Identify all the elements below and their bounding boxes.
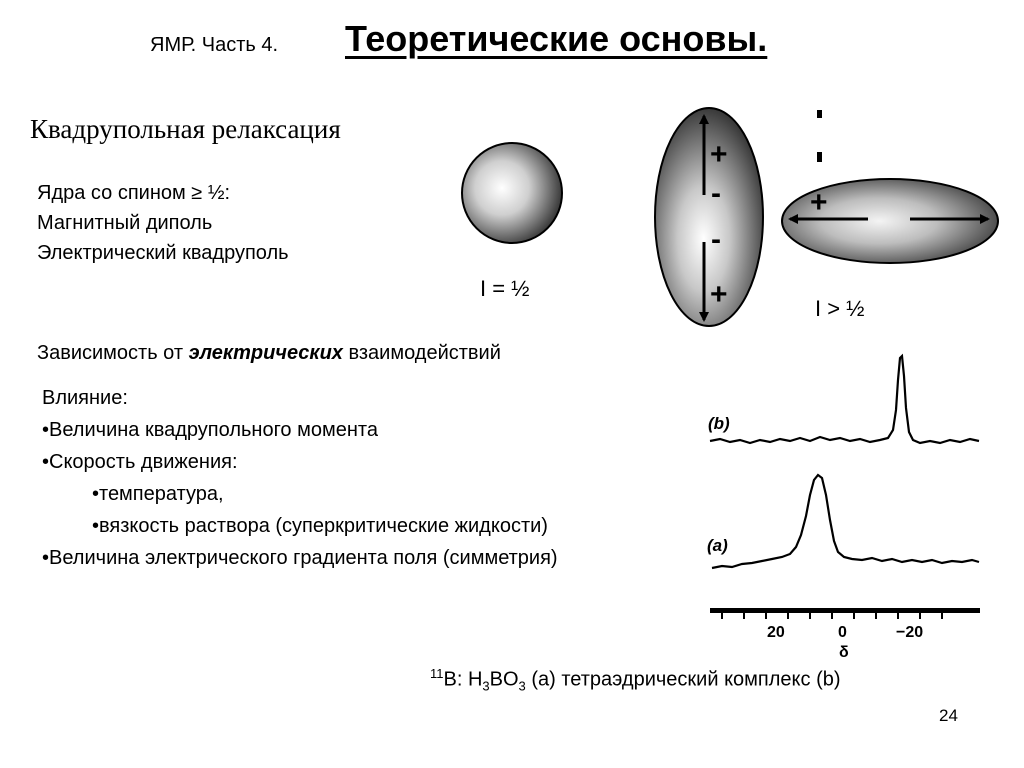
property-magnetic-dipole: Магнитный диполь [37,212,213,234]
axis-tick-20: 20 [767,624,785,641]
axis-tick-0: 0 [838,624,847,641]
caption-o-sub: 3 [518,678,526,694]
caption-element: B: H [443,668,483,691]
caption-rest: (a) тетраэдрический комплекс (b) [525,668,841,691]
caption-h-sub: 3 [482,678,490,694]
charge-minus: - [711,177,721,210]
spectrum-trace-b [710,356,979,443]
sphere-nucleus [462,143,562,243]
axis-dot [817,152,822,162]
property-spin: Ядра со спином ≥ ½: [37,182,231,204]
page-number: 24 [939,706,958,725]
header-prefix: ЯМР. Часть 4. [150,34,279,56]
trace-a-label: (a) [707,536,728,555]
influence-subitem: •температура, [92,483,224,505]
influence-list [42,382,558,574]
prolate-nucleus [655,108,763,326]
influence-heading: Влияние: [42,387,128,409]
charge-plus: + [710,278,728,311]
ellipsoid-spin-label: I > ½ [815,296,865,321]
axis-label-delta: δ [839,644,849,661]
axis-minor-ticks [722,613,942,619]
influence-subitem: •вязкость раствора (суперкритические жидкости) [92,515,548,537]
axis-dot [817,110,822,118]
property-electric-quadrupole: Электрический квадруполь [37,242,289,264]
caption-isotope: 11 [430,666,444,681]
caption-bo: BO [489,668,519,691]
section-title: Квадрупольная релаксация [30,114,341,144]
charge-minus: - [711,223,721,256]
dependence-line [37,342,501,365]
trace-b-label: (b) [708,414,730,433]
dependence-emphasis: электрических [188,342,343,364]
influence-item: •Скорость движения: [42,451,238,473]
axis-tick-minus-20: −20 [896,624,924,641]
dependence-before: Зависимость от [37,342,189,364]
slide-title: Теоретические основы. [345,18,768,59]
dependence-after: взаимодействий [342,342,501,364]
spectrum-caption [430,666,841,694]
spectrum-axis [710,608,980,613]
influence-item: •Величина электрического градиента поля (симметрия) [42,547,558,569]
sphere-spin-label: I = ½ [480,276,530,301]
spectrum-trace-a [712,475,979,568]
influence-item: •Величина квадрупольного момента [42,419,378,441]
charge-plus: + [810,186,828,219]
charge-plus: + [710,138,728,171]
